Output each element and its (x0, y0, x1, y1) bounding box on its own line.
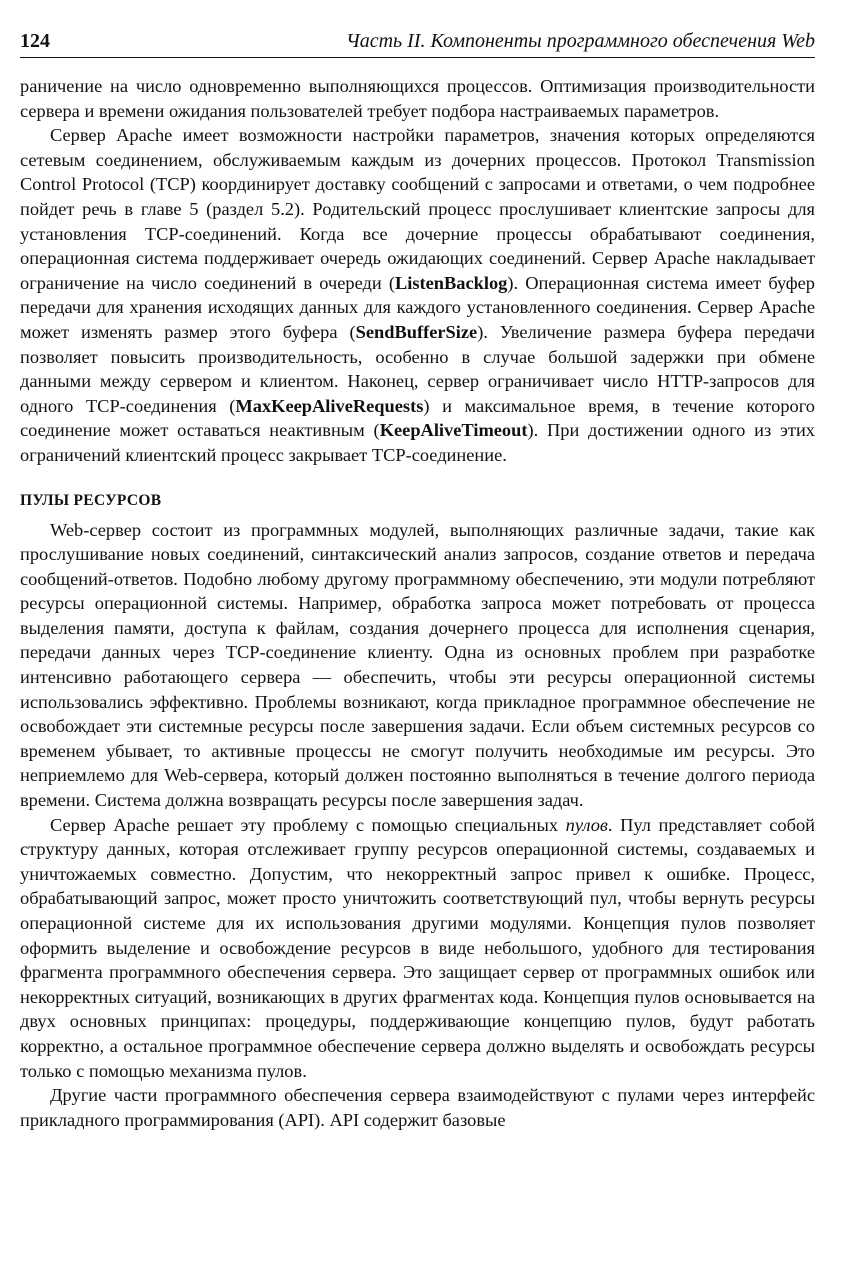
paragraph-5: Другие части программного обеспечения сервера взаимодействуют с пулами через интерфейс прикладного программирования (API). API содержит базовые (20, 1085, 815, 1130)
term-maxkeepaliverequests: MaxKeepAliveRequests (235, 395, 424, 416)
running-header (20, 28, 815, 58)
paragraph-2-text-1: Сервер Apache имеет возможности настройки параметров, значения которых определяются сетевым соединением, обслуживаемым каждым из дочерних процессов. Протокол Transmission Control Protocol (TCP) координирует доставку сообщений с запросами и ответами, о чем подробнее пойдет речь в главе 5 (раздел 5.2). Родительский процесс прослушивает клиентские запросы для установления TCP-соединений. Когда все дочерние процессы обрабатывают соединения, операционная система поддерживает очередь ожидающих соединений. Сервер Apache накладывает ограничение на число соединений в очереди ( (20, 125, 815, 293)
paragraph-1: раничение на число одновременно выполняющихся процессов. Оптимизация производительности сервера и времени ожидания пользователей требует подбора настраиваемых параметров. (20, 76, 815, 121)
page-number: 124 (20, 30, 50, 52)
term-listenbacklog: ListenBacklog (394, 272, 508, 293)
paragraph-2-text-5: ). При достижении одного из этих ограничений клиентский процесс закрывает TCP-соединение. (20, 420, 815, 465)
paragraph-2-text-4: ) и максимальное время, в течение которого соединение может оставаться неактивным ( (20, 395, 815, 441)
paragraph-2-text-3: ). Увеличение размера буфера передачи позволяет повысить производительность, особенно в случае большой задержки при обмене данными между сервером и клиентом. Наконец, сервер ограничивает число HTTP-запросов для одного TCP-соединения ( (20, 321, 815, 416)
paragraph-2 (20, 123, 815, 467)
paragraph-4-text-2: . Пул представляет собой структуру данных, которая отслеживает группу ресурсов операционной системы, создаваемых и уничтожаемых совместно. Допустим, что некорректный запрос привел к ошибке. Процесс, обрабатывающий запрос, может просто уничтожить соответствующий пул, чтобы вернуть ресурсы операционной системе для их использования другими модулями. Концепция пулов позволяет оформить выделение и освобождение ресурсов в виде небольшого, удобного для тестирования фрагмента программного обеспечения сервера. Это защищает сервер от программных ошибок или некорректных ситуаций, возникающих в других фрагментах кода. Концепция пулов основывается на двух основных принципах: процедуры, поддерживающие концепцию пулов, будут работать корректно, а остальное программное обеспечение сервера должно выделять и освобождать ресурсы только с помощью механизма пулов. (20, 814, 815, 1081)
paragraph-3: Web-сервер состоит из программных модулей, выполняющих различные задачи, такие как прослушивание новых соединений, синтаксический анализ запросов, создание ответов и передача сообщений-ответов. Подобно любому другому программному обеспечению, эти модули потребляют ресурсы операционной системы. Например, обработка запроса может потребовать от процесса выделения памяти, доступа к файлам, создания дочернего процесса для исполнения сценария, передачи данных через TCP-соединение клиенту. Одна из основных проблем при разработке интенсивно работающего сервера — обеспечить, чтобы эти ресурсы операционной системы использовались эффективно. Проблемы возникают, когда прикладное программное обеспечение не освобождает эти системные ресурсы после завершения задачи. Если объем системных ресурсов со временем убывает, то активные процессы не смогут получить необходимые им ресурсы. Это неприемлемо для Web-сервера, который должен постоянно выполняться в течение долгого периода времени. Система должна возвращать ресурсы после завершения задач. (20, 519, 815, 811)
paragraph-4 (20, 813, 815, 1084)
term-pools-italic: пулов (565, 814, 608, 835)
running-title: Часть II. Компоненты программного обеспечения Web (345, 30, 815, 52)
term-keepalivetimeout: KeepAliveTimeout (379, 420, 528, 441)
paragraph-2-text-2: ). Операционная система имеет буфер передачи для хранения исходящих данных для каждого установленного соединения. Сервер Apache может изменять размер этого буфера ( (20, 272, 815, 342)
book-page (20, 28, 815, 1132)
page-body (20, 74, 815, 1132)
paragraph-4-text-1: Сервер Apache решает эту проблему с помощью специальных (50, 814, 566, 835)
section-heading: ПУЛЫ РЕСУРСОВ (20, 491, 162, 509)
term-sendbuffersize: SendBufferSize (355, 321, 478, 342)
